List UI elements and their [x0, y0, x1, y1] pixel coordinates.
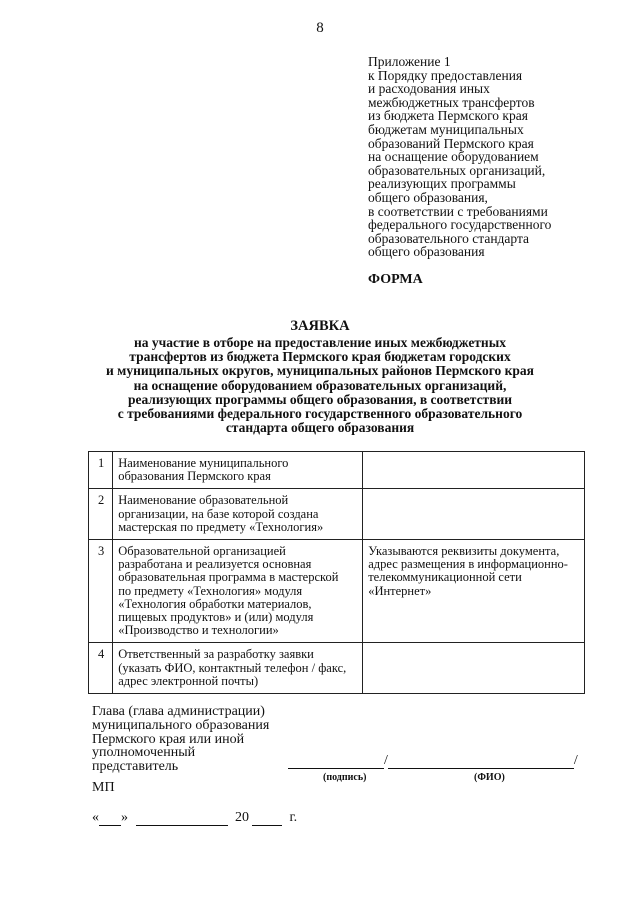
appendix-line: реализующих программы — [368, 176, 516, 192]
subtitle-line: реализующих программы общего образования, в соответствии — [127, 391, 513, 407]
row-value-line: «Интернет» — [368, 583, 432, 598]
row-label-line: адрес электронной почты) — [118, 673, 259, 688]
row-value-cell[interactable] — [363, 452, 585, 489]
signature-slash: / — [384, 753, 388, 768]
name-field[interactable] — [388, 754, 574, 769]
year-suffix: г. — [289, 810, 298, 825]
date-close-quote: » — [121, 810, 128, 825]
row-label-line: организации, на базе которой создана — [118, 506, 319, 521]
row-label-line: образовательная программа в мастерской — [118, 570, 339, 585]
row-label — [113, 489, 363, 540]
row-label-line: Образовательной организацией — [118, 544, 286, 559]
appendix-line: межбюджетных трансфертов — [368, 94, 535, 110]
day-field[interactable] — [99, 811, 121, 826]
row-label-line: «Производство и технологии» — [118, 623, 279, 638]
row-label — [113, 452, 363, 489]
date-line — [92, 810, 297, 826]
row-label-line: мастерская по предмету «Технология» — [118, 519, 324, 534]
subtitle-line: на участие в отборе на предоставление иных межбюджетных — [133, 335, 507, 350]
document-title: ЗАЯВКА — [290, 318, 350, 334]
signatory-line: уполномоченный — [92, 745, 196, 761]
row-label-line: по предмету «Технология» модуля — [118, 583, 303, 598]
appendix-line: бюджетам муниципальных — [368, 121, 524, 137]
signatory-line: Пермского края или иной — [92, 731, 245, 747]
row-label-line: Наименование муниципального — [118, 456, 289, 470]
signatory-line: Глава (глава администрации) — [92, 704, 265, 719]
appendix-line: образовательных организаций, — [368, 162, 546, 178]
signature-line — [288, 753, 578, 769]
signatory-line: представитель — [92, 759, 179, 775]
subtitle-line: стандарта общего образования — [225, 420, 415, 436]
appendix-line: в соответствии с требованиями — [368, 203, 548, 219]
row-number: 1 — [89, 452, 113, 489]
appendix-line: общего образования, — [368, 189, 488, 205]
page-number: 8 — [316, 20, 324, 36]
year-field[interactable] — [252, 811, 282, 826]
row-value-cell[interactable] — [363, 489, 585, 540]
form-label: ФОРМА — [368, 272, 423, 287]
appendix-line: Приложение 1 — [368, 54, 451, 69]
row-value-line: адрес размещения в информационно- — [368, 557, 568, 572]
row-label-line: образования Пермского края — [118, 469, 271, 484]
signature-field[interactable] — [288, 754, 384, 769]
appendix-line: общего образования — [368, 244, 485, 260]
row-label-line: Ответственный за разработку заявки — [118, 647, 314, 662]
name-caption: (ФИО) — [474, 772, 505, 783]
row-label-line: пищевых продуктов» и (или) модуля — [118, 610, 314, 625]
row-label — [113, 643, 363, 694]
signature-caption: (подпись) — [323, 772, 367, 783]
row-number: 2 — [89, 489, 113, 540]
row-value-line: телекоммуникационной сети — [368, 570, 522, 585]
subtitle-line: и муниципальных округов, муниципальных районов Пермского края — [106, 363, 534, 379]
signatory-title — [92, 705, 269, 774]
signature-slash-end: / — [573, 753, 578, 768]
appendix-line: образований Пермского края — [368, 135, 534, 151]
appendix-line: федерального государственного — [368, 217, 552, 233]
row-value-line: Указываются реквизиты документа, — [368, 544, 560, 559]
appendix-line: и расходования иных — [368, 81, 490, 97]
appendix-line: образовательного стандарта — [368, 230, 530, 246]
row-label-line: Наименование образовательной — [118, 493, 289, 508]
appendix-line: на оснащение оборудованием — [368, 149, 539, 165]
row-label — [113, 540, 363, 643]
row-label-line: «Технология обработки материалов, — [118, 596, 312, 611]
table-row — [89, 540, 585, 643]
year-prefix: 20 — [235, 810, 249, 825]
stamp-label: МП — [92, 780, 115, 795]
subtitle-line: трансфертов из бюджета Пермского края бюджетам городских — [129, 349, 511, 365]
row-number: 3 — [89, 540, 113, 643]
date-open-quote: « — [92, 810, 99, 825]
signatory-line: муниципального образования — [92, 717, 270, 733]
row-label-line: (указать ФИО, контактный телефон / факс, — [118, 660, 347, 675]
row-label-line: разработана и реализуется основная — [118, 557, 312, 572]
appendix-header — [368, 55, 598, 259]
appendix-line: из бюджета Пермского края — [368, 108, 528, 124]
appendix-line: к Порядку предоставления — [368, 67, 523, 83]
row-number: 4 — [89, 643, 113, 694]
subtitle-line: с требованиями федерального государственного образовательного — [117, 406, 523, 422]
document-subtitle — [60, 336, 580, 435]
row-value-cell[interactable] — [363, 540, 585, 643]
table-row — [89, 643, 585, 694]
subtitle-line: на оснащение оборудованием образовательных организаций, — [133, 377, 507, 393]
table-row — [89, 489, 585, 540]
month-field[interactable] — [136, 811, 228, 826]
application-table — [88, 451, 585, 694]
row-value-cell[interactable] — [363, 643, 585, 694]
table-row — [89, 452, 585, 489]
